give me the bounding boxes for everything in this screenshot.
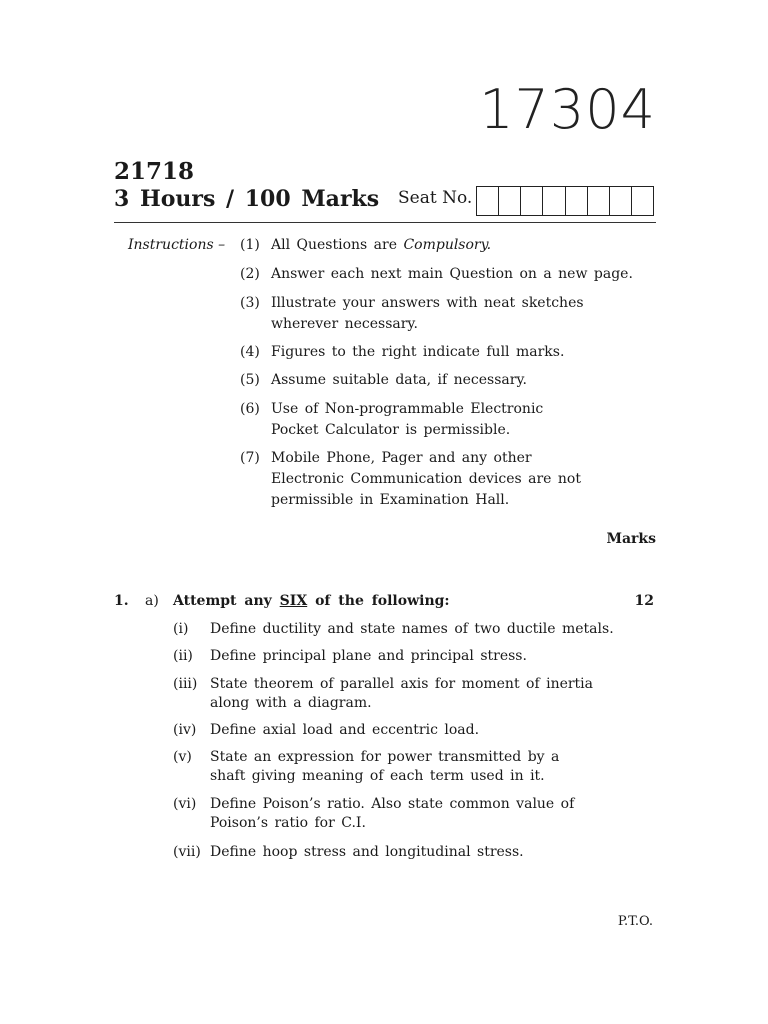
sub-question-number: (i) [173, 621, 189, 637]
seat-box [543, 187, 565, 215]
sub-question-text: State theorem of parallel axis for moment of inertia along with a diagram. [210, 676, 594, 711]
instruction-number: (3) [240, 295, 260, 311]
instruction-text-plain: All Questions are [271, 237, 404, 253]
sub-question-text: Define principal plane and principal stress. [210, 648, 527, 664]
instruction-number: (2) [240, 266, 260, 282]
instruction-item [240, 264, 650, 285]
sub-question [173, 843, 633, 862]
instruction-text: Figures to the right indicate full marks. [271, 344, 565, 360]
question-heading-start: Attempt any [173, 593, 280, 609]
seat-box [499, 187, 521, 215]
instruction-item [240, 370, 650, 391]
sub-question-number: (vii) [173, 844, 201, 860]
question-marks: 12 [634, 593, 654, 609]
sub-question [173, 748, 633, 786]
sub-question [173, 647, 633, 666]
sub-question [173, 721, 633, 740]
subject-code: 21718 [114, 158, 195, 185]
instruction-number: (1) [240, 237, 260, 253]
instruction-text: Use of Non-programmable Electronic Pocket Calculator is permissible. [271, 401, 544, 438]
instruction-text [271, 235, 650, 256]
sub-question-text: Define Poison’s ratio. Also state common value of Poison’s ratio for C.I. [210, 796, 575, 831]
sub-question-number: (iv) [173, 722, 197, 738]
sub-question-text: Define ductility and state names of two ductile metals. [210, 621, 614, 637]
page-turn-note: P.T.O. [617, 914, 653, 929]
instruction-text: Illustrate your answers with neat sketches wherever necessary. [271, 295, 584, 332]
question-heading-end: of the following: [307, 593, 450, 609]
paper-code: 17304 [479, 78, 656, 141]
question-heading-underlined: SIX [279, 593, 308, 609]
seat-box [477, 187, 499, 215]
question-part: a) [145, 593, 159, 609]
instruction-item [240, 448, 650, 511]
sub-question [173, 795, 633, 833]
sub-question-number: (ii) [173, 648, 193, 664]
instruction-text: Mobile Phone, Pager and any other Electronic Communication devices are not permissible in Examination Hall. [271, 450, 581, 508]
instruction-number: (5) [240, 372, 260, 388]
sub-question [173, 620, 633, 639]
instruction-number: (6) [240, 401, 260, 417]
sub-question-text: Define hoop stress and longitudinal stress. [210, 844, 524, 860]
seat-box [566, 187, 588, 215]
seat-box [521, 187, 543, 215]
question-heading [173, 593, 450, 609]
sub-question-number: (iii) [173, 676, 198, 692]
instructions-label: Instructions – [128, 237, 226, 253]
instruction-number: (4) [240, 344, 260, 360]
instruction-text: Answer each next main Question on a new page. [271, 266, 633, 282]
seat-box [610, 187, 632, 215]
instruction-item [240, 293, 650, 335]
seat-box [588, 187, 610, 215]
sub-question-number: (vi) [173, 796, 197, 812]
instruction-text-emphasis: Compulsory. [403, 237, 492, 253]
sub-question-text: Define axial load and eccentric load. [210, 722, 480, 738]
sub-question-number: (v) [173, 749, 192, 765]
instruction-text: Assume suitable data, if necessary. [271, 372, 527, 388]
question-number: 1. [114, 593, 129, 609]
sub-question-text: State an expression for power transmitted by a shaft giving meaning of each term used in it. [210, 749, 560, 784]
sub-question [173, 675, 633, 713]
instruction-number: (7) [240, 450, 260, 466]
marks-column-heading: Marks [606, 531, 656, 547]
seat-box [632, 187, 653, 215]
seat-number-label: Seat No. [398, 188, 473, 208]
seat-number-boxes [476, 186, 654, 216]
instruction-item [240, 342, 650, 363]
instruction-item [240, 235, 650, 256]
header-divider [114, 222, 656, 223]
duration-marks: 3 Hours / 100 Marks [114, 186, 380, 212]
instruction-item [240, 399, 650, 441]
